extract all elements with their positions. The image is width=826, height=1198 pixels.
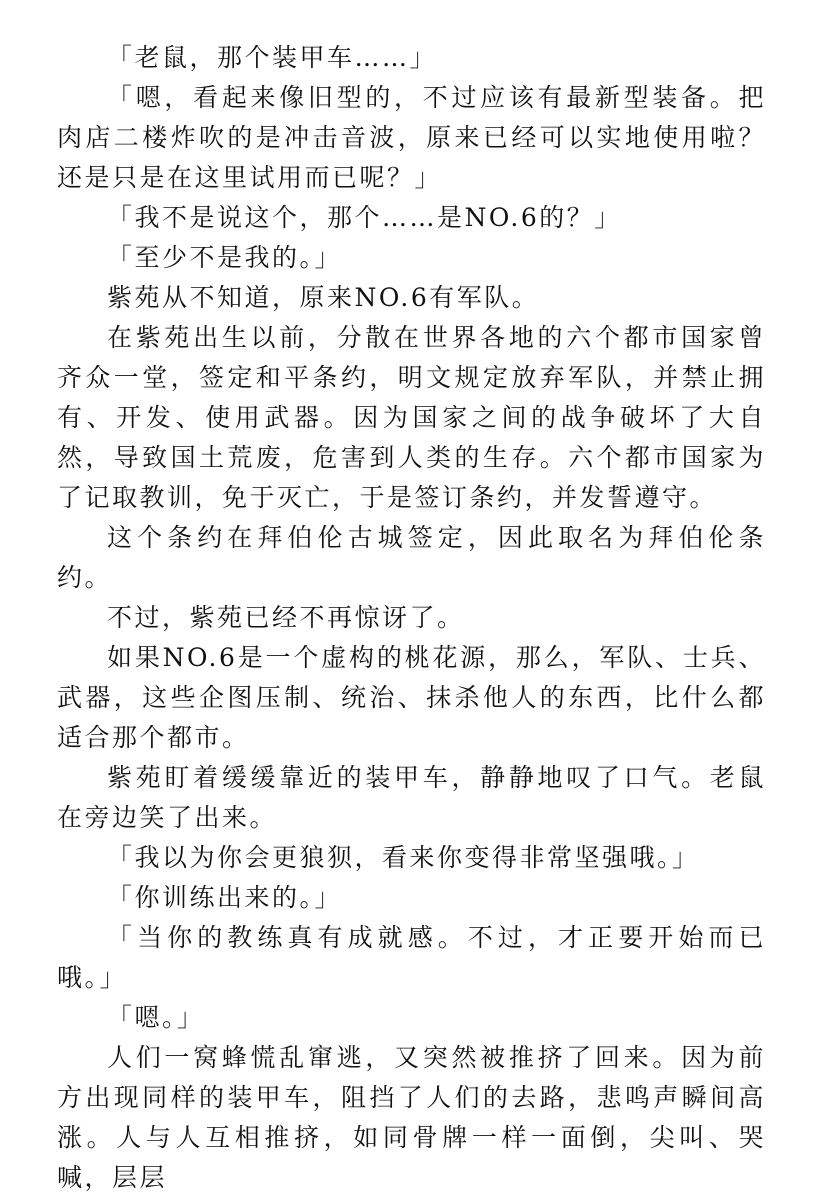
paragraph-9: 如果NO.6是一个虚构的桃花源，那么，军队、士兵、武器，这些企图压制、统治、抹杀他人的东西，比什么都适合那个都市。 [57,643,766,752]
paragraph-4: 「至少不是我的。」 [107,243,343,272]
paragraph-8: 不过，紫苑已经不再惊讶了。 [107,603,465,632]
paragraph-3: 「我不是说这个，那个……是NO.6的？」 [107,203,622,232]
paragraph-7: 这个条约在拜伯伦古城签定，因此取名为拜伯伦条约。 [57,523,766,592]
paragraph-12: 「你训练出来的。」 [107,883,343,912]
paragraph-13: 「当你的教练真有成就感。不过，才正要开始而已哦。」 [57,923,766,992]
paragraph-10: 紫苑盯着缓缓靠近的装甲车，静静地叹了口气。老鼠在旁边笑了出来。 [57,763,766,832]
paragraph-1: 「老鼠，那个装甲车……」 [107,43,438,72]
paragraph-2: 「嗯，看起来像旧型的，不过应该有最新型装备。把肉店二楼炸吹的是冲击音波，原来已经可以实地使用啦？还是只是在这里试用而已呢？」 [57,83,766,192]
paragraph-5: 紫苑从不知道，原来NO.6有军队。 [107,283,540,312]
paragraph-11: 「我以为你会更狼狈，看来你变得非常坚强哦。」 [107,843,700,872]
paragraph-14: 「嗯。」 [107,1003,205,1032]
paragraph-6: 在紫苑出生以前，分散在世界各地的六个都市国家曾齐众一堂，签定和平条约，明文规定放弃军队，并禁止拥有、开发、使用武器。因为国家之间的战争破坏了大自然，导致国土荒废，危害到人类的生存。六个都市国家为了记取教训，免于灭亡，于是签订条约，并发誓遵守。 [57,323,766,512]
paragraph-15: 人们一窝蜂慌乱窜逃，又突然被推挤了回来。因为前方出现同样的装甲车，阻挡了人们的去路，悲鸣声瞬间高涨。人与人互相推挤，如同骨牌一样一面倒，尖叫、哭喊，层层 [57,1043,766,1192]
